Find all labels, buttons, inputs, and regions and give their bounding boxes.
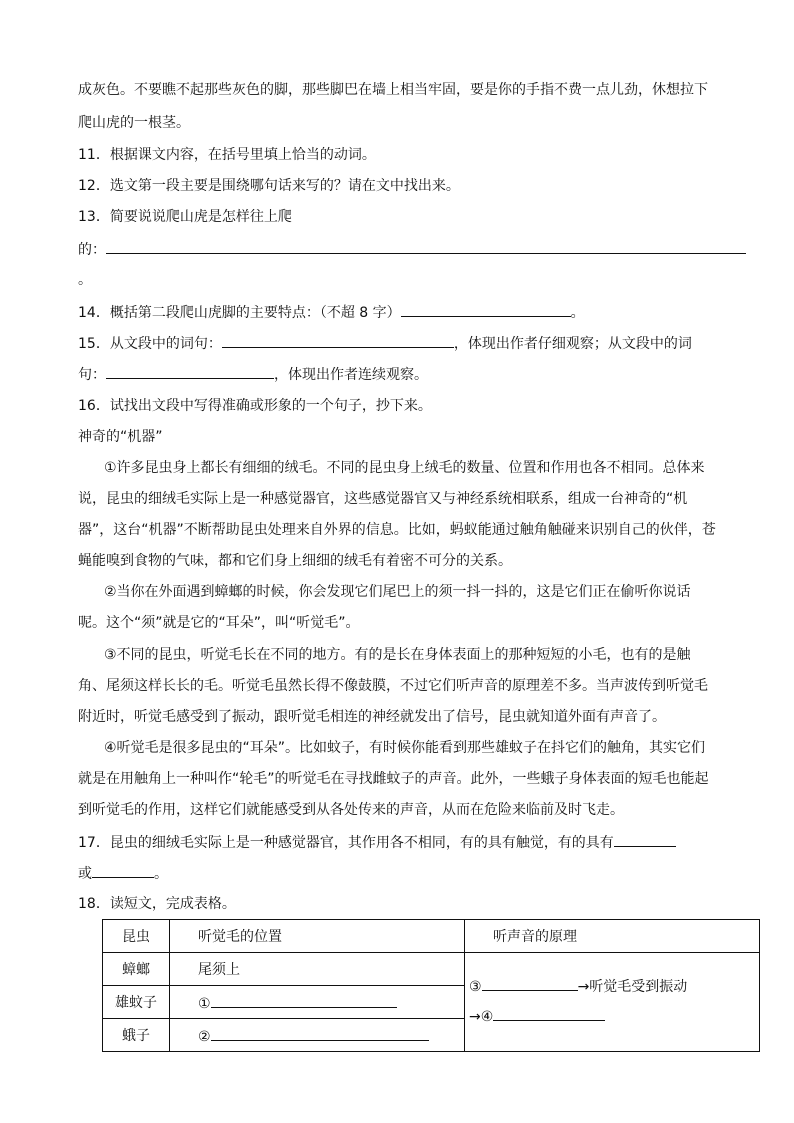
article-line: ④听觉毛是很多昆虫的“耳朵”。比如蚊子，有时候你能看到那些雄蚊子在抖它们的触角，其实它们 <box>104 740 706 756</box>
table-header-row <box>103 920 760 953</box>
principle-line-2 <box>469 1002 759 1032</box>
article-line: 蝇能嗅到食物的气味，都和它们身上细细的绒毛有着密不可分的关系。 <box>78 553 512 569</box>
question-15-text-a: 15．从文段中的词句： <box>78 336 222 352</box>
passage-line: 成灰色。不要瞧不起那些灰色的脚，那些脚巴在墙上相当牢固，要是你的手指不费一点儿劲，休想拉下 <box>78 82 708 98</box>
answer-blank-13[interactable] <box>106 239 746 254</box>
question-15-line2 <box>78 364 428 385</box>
insect-cell: 蛾子 <box>103 1019 170 1052</box>
answer-blank-principle-3[interactable] <box>482 976 578 991</box>
position-marker-1: ① <box>198 995 211 1012</box>
question-17-end: 。 <box>154 866 168 882</box>
principle-line-1 <box>469 972 759 1002</box>
article-line: 附近时，听觉毛感受到了振动，跟听觉毛相连的神经就发出了信号，昆虫就知道外面有声音了。 <box>78 709 666 725</box>
question-12: 12．选文第一段主要是围绕哪句话来写的？请在文中找出来。 <box>78 178 460 194</box>
article-line: ③不同的昆虫，听觉毛长在不同的地方。有的是长在身体表面上的那种短短的小毛，也有的是触 <box>104 647 691 663</box>
answer-blank-position-1[interactable] <box>211 993 397 1008</box>
position-marker-2: ② <box>198 1028 211 1045</box>
question-18: 18．读短文，完成表格。 <box>78 896 236 912</box>
answer-blank-17b[interactable] <box>92 863 154 878</box>
article-line: 呢。这个“须”就是它的“耳朵”，叫“听觉毛”。 <box>78 615 360 631</box>
question-15-text-c: 句： <box>78 367 106 383</box>
question-13-prefix: 的： <box>78 242 106 258</box>
answer-blank-14[interactable] <box>401 302 571 317</box>
answer-blank-position-2[interactable] <box>211 1026 429 1041</box>
answer-blank-17a[interactable] <box>614 832 676 847</box>
question-17 <box>78 832 676 853</box>
article-title: 神奇的“机器” <box>78 429 163 445</box>
question-13-line <box>78 239 746 260</box>
passage-line: 爬山虎的一根茎。 <box>78 115 190 131</box>
question-15 <box>78 333 692 354</box>
answer-blank-15b[interactable] <box>106 364 274 379</box>
table-row <box>103 953 760 986</box>
header-principle: 听声音的原理 <box>465 920 760 953</box>
answer-blank-principle-4[interactable] <box>493 1006 605 1021</box>
insect-cell: 雄蚊子 <box>103 986 170 1019</box>
header-position: 听觉毛的位置 <box>170 920 465 953</box>
article-line: ①许多昆虫身上都长有细细的绒毛。不同的昆虫身上绒毛的数量、位置和作用也各不相同。总体来 <box>104 460 705 476</box>
question-14-text: 14．概括第二段爬山虎脚的主要特点：（不超 8 字） <box>78 305 401 321</box>
principle-cell <box>465 953 760 1052</box>
question-14-end: 。 <box>570 305 585 321</box>
principle-marker-3: ③ <box>469 979 482 995</box>
answer-table <box>102 919 760 1052</box>
article-line: 就是在用触角上一种叫作“轮毛”的听觉毛在寻找雌蚊子的声音。此外，一些蛾子身体表面的短毛也能起 <box>78 771 709 787</box>
question-17-line2 <box>78 863 168 884</box>
position-cell: 尾须上 <box>170 953 465 986</box>
question-15-text-b: ，体现出作者仔细观察；从文段中的词 <box>453 336 692 352</box>
question-17-or: 或 <box>78 866 92 882</box>
article-line: ②当你在外面遇到蟑螂的时候，你会发现它们尾巴上的须一抖一抖的，这是它们正在偷听你说话 <box>104 584 691 600</box>
question-17-text: 17．昆虫的细绒毛实际上是一种感觉器官，其作用各不相同，有的具有触觉，有的具有 <box>78 835 614 851</box>
question-13: 13．简要说说爬山虎是怎样往上爬 <box>78 209 292 225</box>
question-14 <box>78 302 585 323</box>
question-16: 16．试找出文段中写得准确或形象的一个句子，抄下来。 <box>78 398 432 414</box>
insect-cell: 蟑螂 <box>103 953 170 986</box>
principle-marker-4: →④ <box>469 1009 494 1025</box>
position-cell <box>170 986 465 1019</box>
position-cell <box>170 1019 465 1052</box>
article-line: 器”，这台“机器”不断帮助昆虫处理来自外界的信息。比如，蚂蚁能通过触角触碰来识别自己的伙伴，苍 <box>78 522 716 538</box>
article-line: 说，昆虫的细绒毛实际上是一种感觉器官，这些感觉器官又与神经系统相联系，组成一台神奇的“机 <box>78 491 688 507</box>
question-11: 11．根据课文内容，在括号里填上恰当的动词。 <box>78 147 376 163</box>
principle-text: →听觉毛受到振动 <box>577 979 688 995</box>
article-line: 角、尾须这样长长的毛。听觉毛虽然长得不像鼓膜，不过它们听声音的原理差不多。当声波传到听觉毛 <box>78 678 708 694</box>
question-13-end: 。 <box>78 272 92 288</box>
question-15-text-d: ，体现出作者连续观察。 <box>274 367 428 383</box>
article-line: 到听觉毛的作用，这样它们就能感受到从各处传来的声音，从而在危险来临前及时飞走。 <box>78 802 624 818</box>
header-insect: 昆虫 <box>103 920 170 953</box>
answer-blank-15a[interactable] <box>222 333 454 348</box>
